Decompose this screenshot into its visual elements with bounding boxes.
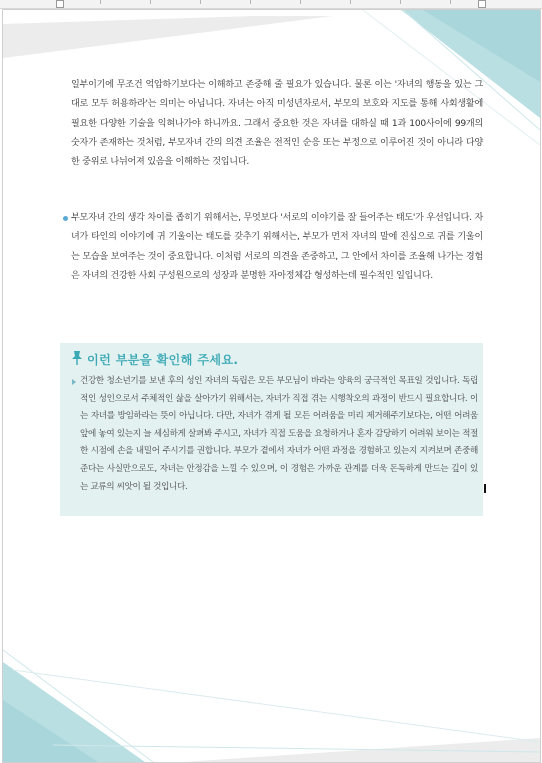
ruler-tick <box>350 0 351 4</box>
ruler-tick <box>200 0 201 4</box>
ruler-right-marker[interactable] <box>478 0 486 8</box>
callout-body[interactable]: 건강한 청소년기를 보낸 후의 성인 자녀의 독립은 모든 부모님이 바라는 양육의 궁극적인 목표일 것입니다. 독립적인 성인으로서 주체적인 삶을 살아가기 위해서는, 자녀가 직접 겪는 시행착오의 과정이 반드시 필요합니다. 이는 자녀를 방임하라는 뜻이 아닙니다. 다만, 자녀가 겪게 될 모든 어려움을 미리 제거해주기보다는, 어떤 어려움 앞에 놓여 있는지 늘 세심하게 살펴봐 주시고, 자녀가 직접 도움을 요청하거나 혼자 감당하기 어려워 보이는 적절한 시점에 손을 내밀어 주시기를 권합니다. 부모가 곁에서 자녀가 어떤 과정을 경험하고 있는지 지켜보며 존중해 준다는 사실만으로도, 자녀는 안정감을 느낄 수 있으며, 이 경험은 가까운 관계를 더욱 돈독하게 만드는 깊이 있는 교류의 씨앗이 될 것입니다. <box>80 376 478 492</box>
callout-title: 이런 부분을 확인해 주세요. <box>87 353 239 367</box>
ruler-tick <box>300 0 301 4</box>
ruler-tick <box>450 0 451 4</box>
triangle-bullet-icon <box>72 379 76 385</box>
ruler-tick <box>250 0 251 4</box>
horizontal-ruler[interactable] <box>0 0 542 9</box>
pushpin-icon <box>70 350 84 366</box>
ruler-tick <box>100 0 101 4</box>
ruler-tick <box>400 0 401 4</box>
document-page[interactable] <box>2 9 541 763</box>
text-cursor <box>484 484 486 493</box>
bullet-icon <box>63 216 68 221</box>
ruler-tick <box>150 0 151 4</box>
callout-box[interactable] <box>60 343 483 516</box>
body-paragraph[interactable]: 일부이기에 무조건 억압하기보다는 이해하고 존중해 줄 필요가 있습니다. 물론 이는 '자녀의 행동을 있는 그대로 모두 허용하라'는 의미는 아닙니다. 자녀는 아직 미성년자로서, 부모의 보호와 지도를 통해 사회생활에 필요한 다양한 기술을 익혀나가야 하니까요. 그래서 중요한 것은 자녀를 대하실 때 1과 100사이에 99개의 숫자가 존재하는 것처럼, 부모자녀 간의 의견 조율은 전적인 순응 또는 부정으로 이루어진 것이 아니라 다양한 중위로 나뉘어져 있음을 이해하는 것입니다. <box>71 80 483 168</box>
bullet-paragraph[interactable]: 부모자녀 간의 생각 차이를 좁히기 위해서는, 무엇보다 '서로의 이야기를 잘 들어주는 태도'가 우선입니다. 자녀가 타인의 이야기에 귀 기울이는 태도를 갖추기 위해서는, 부모가 먼저 자녀의 말에 진심으로 귀를 기울이는 모습을 보여주는 것이 중요합니다. 이처럼 서로의 의견을 존중하고, 그 안에서 차이를 조율해 나가는 경험은 자녀의 건강한 사회 구성원으로의 성장과 분명한 자아정체감 형성하는데 필수적인 일입니다. <box>71 213 483 281</box>
ruler-left-marker[interactable] <box>56 0 64 8</box>
